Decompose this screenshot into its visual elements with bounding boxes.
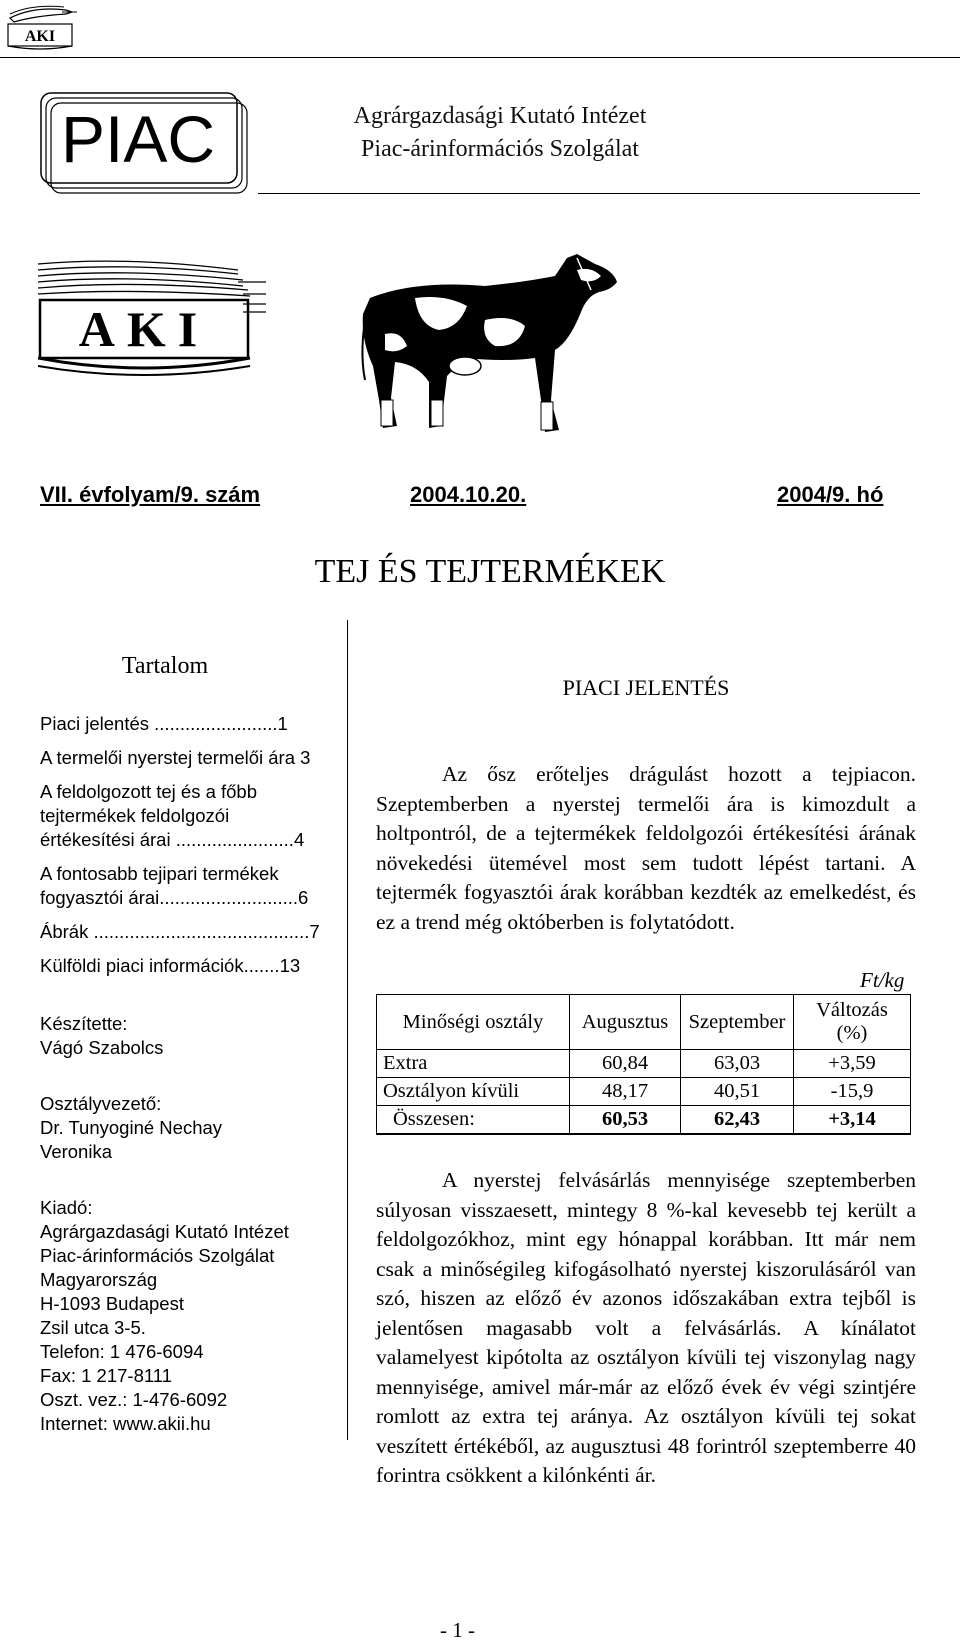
head-name: Dr. Tunyoginé Nechay xyxy=(40,1117,223,1138)
toc-item: Ábrák ..........................................7 xyxy=(40,921,320,942)
toc-item: A fontosabb tejipari termékek xyxy=(40,863,279,884)
top-rule xyxy=(0,57,960,58)
table-row xyxy=(377,1050,911,1078)
issue-date: 2004.10.20. xyxy=(410,482,527,507)
issue-volume: VII. évfolyam/9. szám xyxy=(40,482,261,507)
page-number: - 1 - xyxy=(440,1618,475,1642)
toc-item: A feldolgozott tej és a főbb xyxy=(40,781,258,802)
table-cell: 60,53 xyxy=(570,1106,681,1135)
table-cell: +3,59 xyxy=(794,1050,911,1078)
toc-item: fogyasztói árai...........................6 xyxy=(40,887,309,908)
author-name: Vágó Szabolcs xyxy=(40,1037,164,1058)
table-header-cell: Változás (%) xyxy=(794,995,911,1050)
table-cell: Összesen: xyxy=(377,1106,570,1135)
toc-title: Tartalom xyxy=(121,653,209,679)
table-row xyxy=(377,1078,911,1106)
table-cell: 48,17 xyxy=(570,1078,681,1106)
report-paragraph-1-text: Az ősz erőteljes drágulást hozott a tejpiacon. Szeptemberben a nyerstej termelői ára is kimozdult a holtpontról, de a tejtermékek feldolgozói értékesítési árának növekedési ütemével most sem tudott lépést tartani. A tejtermék fogyasztói árak korábban kezdték az emelkedést, és ez a trend még októberben is folytatódott. xyxy=(376,762,916,934)
table-cell: -15,9 xyxy=(794,1078,911,1106)
toc-item: értékesítési árai .......................4 xyxy=(40,829,305,850)
issue-period: 2004/9. hó xyxy=(777,482,884,507)
table-header-cell: Minőségi osztály xyxy=(377,995,570,1050)
author-label: Készítette: xyxy=(40,1013,128,1034)
institute-service: Piac-árinformációs Szolgálat xyxy=(361,136,639,162)
table-header-cell: Szeptember xyxy=(681,995,794,1050)
report-paragraph-2-text: A nyerstej felvásárlás mennyisége szeptemberben súlyosan visszaesett, mintegy 8 %-kal kevesebb tej került a feldolgozókhoz, mint egy hónappal korábban. Itt már nem csak a minőségileg kifogásolható nyerstej kiszorulásáról van szó, hiszen az előző év azonos időszakában extra tejből is jelentősen magasabb volt a felvásárlás. A kínálatot valamelyest kipótolta az osztályon kívüli tej viszonylag nagy mennyisége, amivel már-már az előző évek év végi szintjére romlott az extra tej aránya. Az osztályon kívüli tej sokat veszített értékéből, az augusztusi 48 forintról szeptemberre 40 forintra csökkent a kilónkénti ár. xyxy=(376,1168,916,1487)
table-cell: Osztályon kívüli xyxy=(377,1078,570,1106)
toc-item: tejtermékek feldolgozói xyxy=(40,805,230,826)
publisher-phone: Telefon: 1 476-6094 xyxy=(40,1341,204,1362)
toc-item: Piaci jelentés ........................1 xyxy=(40,713,288,734)
table-cell: +3,14 xyxy=(794,1106,911,1135)
table-cell: 60,84 xyxy=(570,1050,681,1078)
table-cell: 62,43 xyxy=(681,1106,794,1135)
table-total-row xyxy=(377,1106,911,1135)
price-table xyxy=(376,994,911,1135)
main-title: TEJ ÉS TEJTERMÉKEK xyxy=(314,553,666,590)
head-name-cont: Veronika xyxy=(40,1141,112,1162)
table-cell: 63,03 xyxy=(681,1050,794,1078)
publisher-fax: Fax: 1 217-8111 xyxy=(40,1365,172,1386)
publisher-line: H-1093 Budapest xyxy=(40,1293,184,1314)
head-label: Osztályvezető: xyxy=(40,1093,162,1114)
table-header-row xyxy=(377,995,911,1050)
toc-item: A termelői nyerstej termelői ára 3 xyxy=(40,747,311,768)
aki-logo-text: AKI xyxy=(78,301,210,357)
aki-logo xyxy=(38,260,268,385)
table-header-cell: Augusztus xyxy=(570,995,681,1050)
report-paragraph-1 xyxy=(376,760,916,937)
report-paragraph-2 xyxy=(376,1166,916,1491)
column-separator xyxy=(347,620,348,1440)
aki-small-logo xyxy=(4,4,78,54)
cow-illustration xyxy=(355,250,630,445)
publisher-line: Zsil utca 3-5. xyxy=(40,1317,146,1338)
header-rule xyxy=(258,193,920,194)
table-cell: 40,51 xyxy=(681,1078,794,1106)
piac-label: PIAC xyxy=(60,102,216,176)
publisher-line: Agrárgazdasági Kutató Intézet xyxy=(40,1221,289,1242)
publisher-website: Internet: www.akii.hu xyxy=(40,1413,211,1434)
publisher-line: Piac-árinformációs Szolgálat xyxy=(40,1245,275,1266)
table-cell: Extra xyxy=(377,1050,570,1078)
table-unit: Ft/kg xyxy=(860,968,905,992)
toc-item: Külföldi piaci információk.......13 xyxy=(40,955,301,976)
report-title: PIACI JELENTÉS xyxy=(562,675,730,700)
publisher-line: Magyarország xyxy=(40,1269,158,1290)
publisher-dept-phone: Oszt. vez.: 1-476-6092 xyxy=(40,1389,228,1410)
institute-name: Agrárgazdasági Kutató Intézet xyxy=(353,103,647,129)
small-logo-text: AKI xyxy=(24,28,56,45)
publisher-label: Kiadó: xyxy=(40,1197,93,1218)
